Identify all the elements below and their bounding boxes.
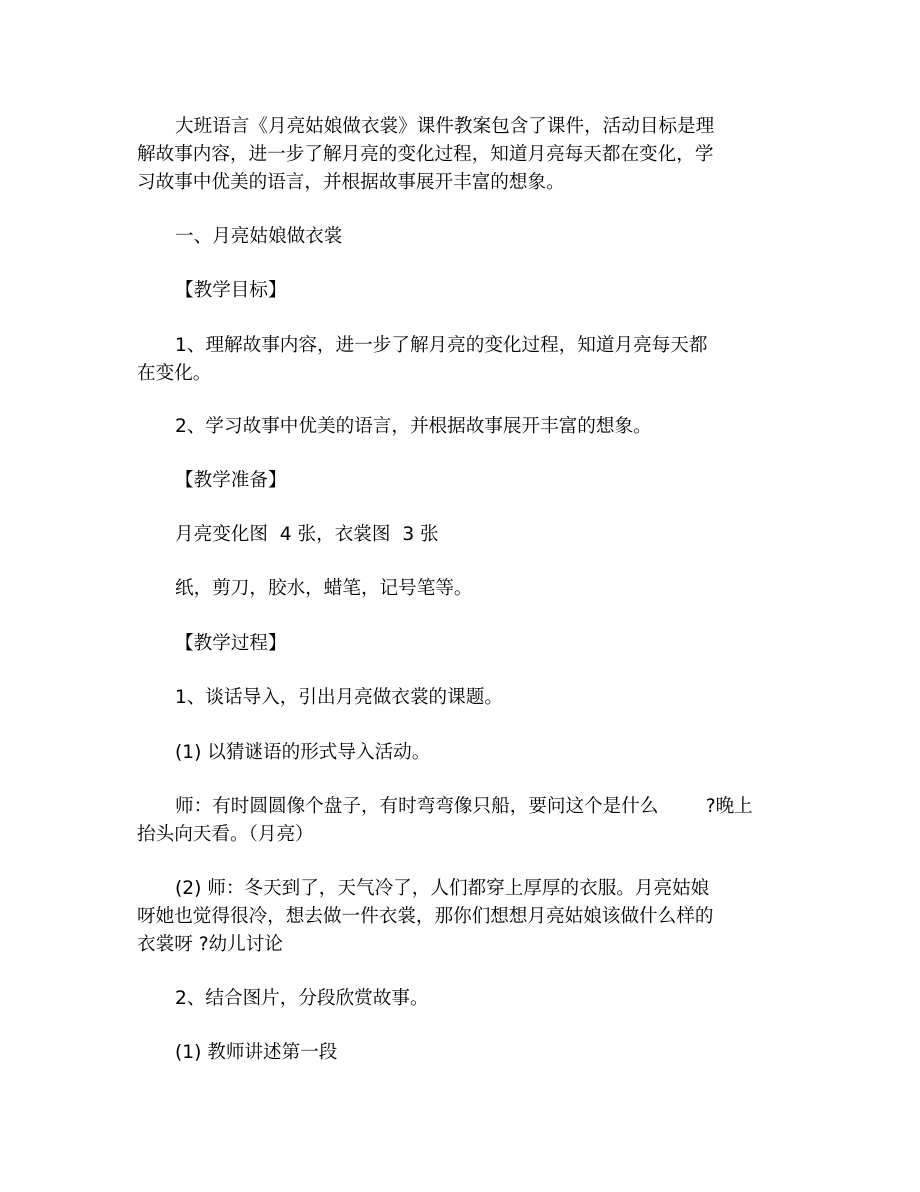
paragraph-4-line-1: 1、理解故事内容，进一步了解月亮的变化过程，知道月亮每天都 xyxy=(175,335,708,356)
paragraph-14-line-1: 2、结合图片，分段欣赏故事。 xyxy=(175,988,429,1009)
paragraph-2-line-1: 一、月亮姑娘做衣裳 xyxy=(175,226,343,247)
paragraph-6-line-1: 【教学准备】 xyxy=(175,470,287,491)
paragraph-13-line-2: 呀她也觉得很冷，想去做一件衣裳，那你们想想月亮姑娘该做什么样的 xyxy=(137,906,714,927)
paragraph-8-line-1: 纸，剪刀，胶水，蜡笔，记号笔等。 xyxy=(175,578,473,599)
paragraph-1-line-2: 解故事内容，进一步了解月亮的变化过程，知道月亮每天都在变化，学 xyxy=(137,144,714,165)
paragraph-13-line-1: (2) 师：冬天到了，天气冷了，人们都穿上厚厚的衣服。月亮姑娘 xyxy=(175,878,710,899)
paragraph-12-line-2: 抬头向天看。（月亮） xyxy=(137,824,314,845)
paragraph-5-line-1: 2、学习故事中优美的语言，并根据故事展开丰富的想象。 xyxy=(175,416,652,437)
paragraph-7-line-1: 月亮变化图 4 张，衣裳图 3 张 xyxy=(175,524,439,545)
paragraph-10-line-1: 1、谈话导入，引出月亮做衣裳的课题。 xyxy=(175,687,503,708)
paragraph-1-line-3: 习故事中优美的语言，并根据故事展开丰富的想象。 xyxy=(137,172,565,193)
paragraph-4-line-2: 在变化。 xyxy=(137,363,212,384)
paragraph-11-line-1: (1) 以猜谜语的形式导入活动。 xyxy=(175,742,431,763)
paragraph-15-line-1: (1) 教师讲述第一段 xyxy=(175,1042,338,1063)
paragraph-1-line-1: 大班语言《月亮姑娘做衣裳》课件教案包含了课件，活动目标是理 xyxy=(175,116,715,137)
paragraph-12-line-1: 师：有时圆圆像个盘子，有时弯弯像只船，要问这个是什么 ?晚上 xyxy=(175,796,753,817)
paragraph-13-line-3: 衣裳呀 ?幼儿讨论 xyxy=(137,934,283,955)
paragraph-9-line-1: 【教学过程】 xyxy=(175,633,287,654)
paragraph-3-line-1: 【教学目标】 xyxy=(175,280,287,301)
